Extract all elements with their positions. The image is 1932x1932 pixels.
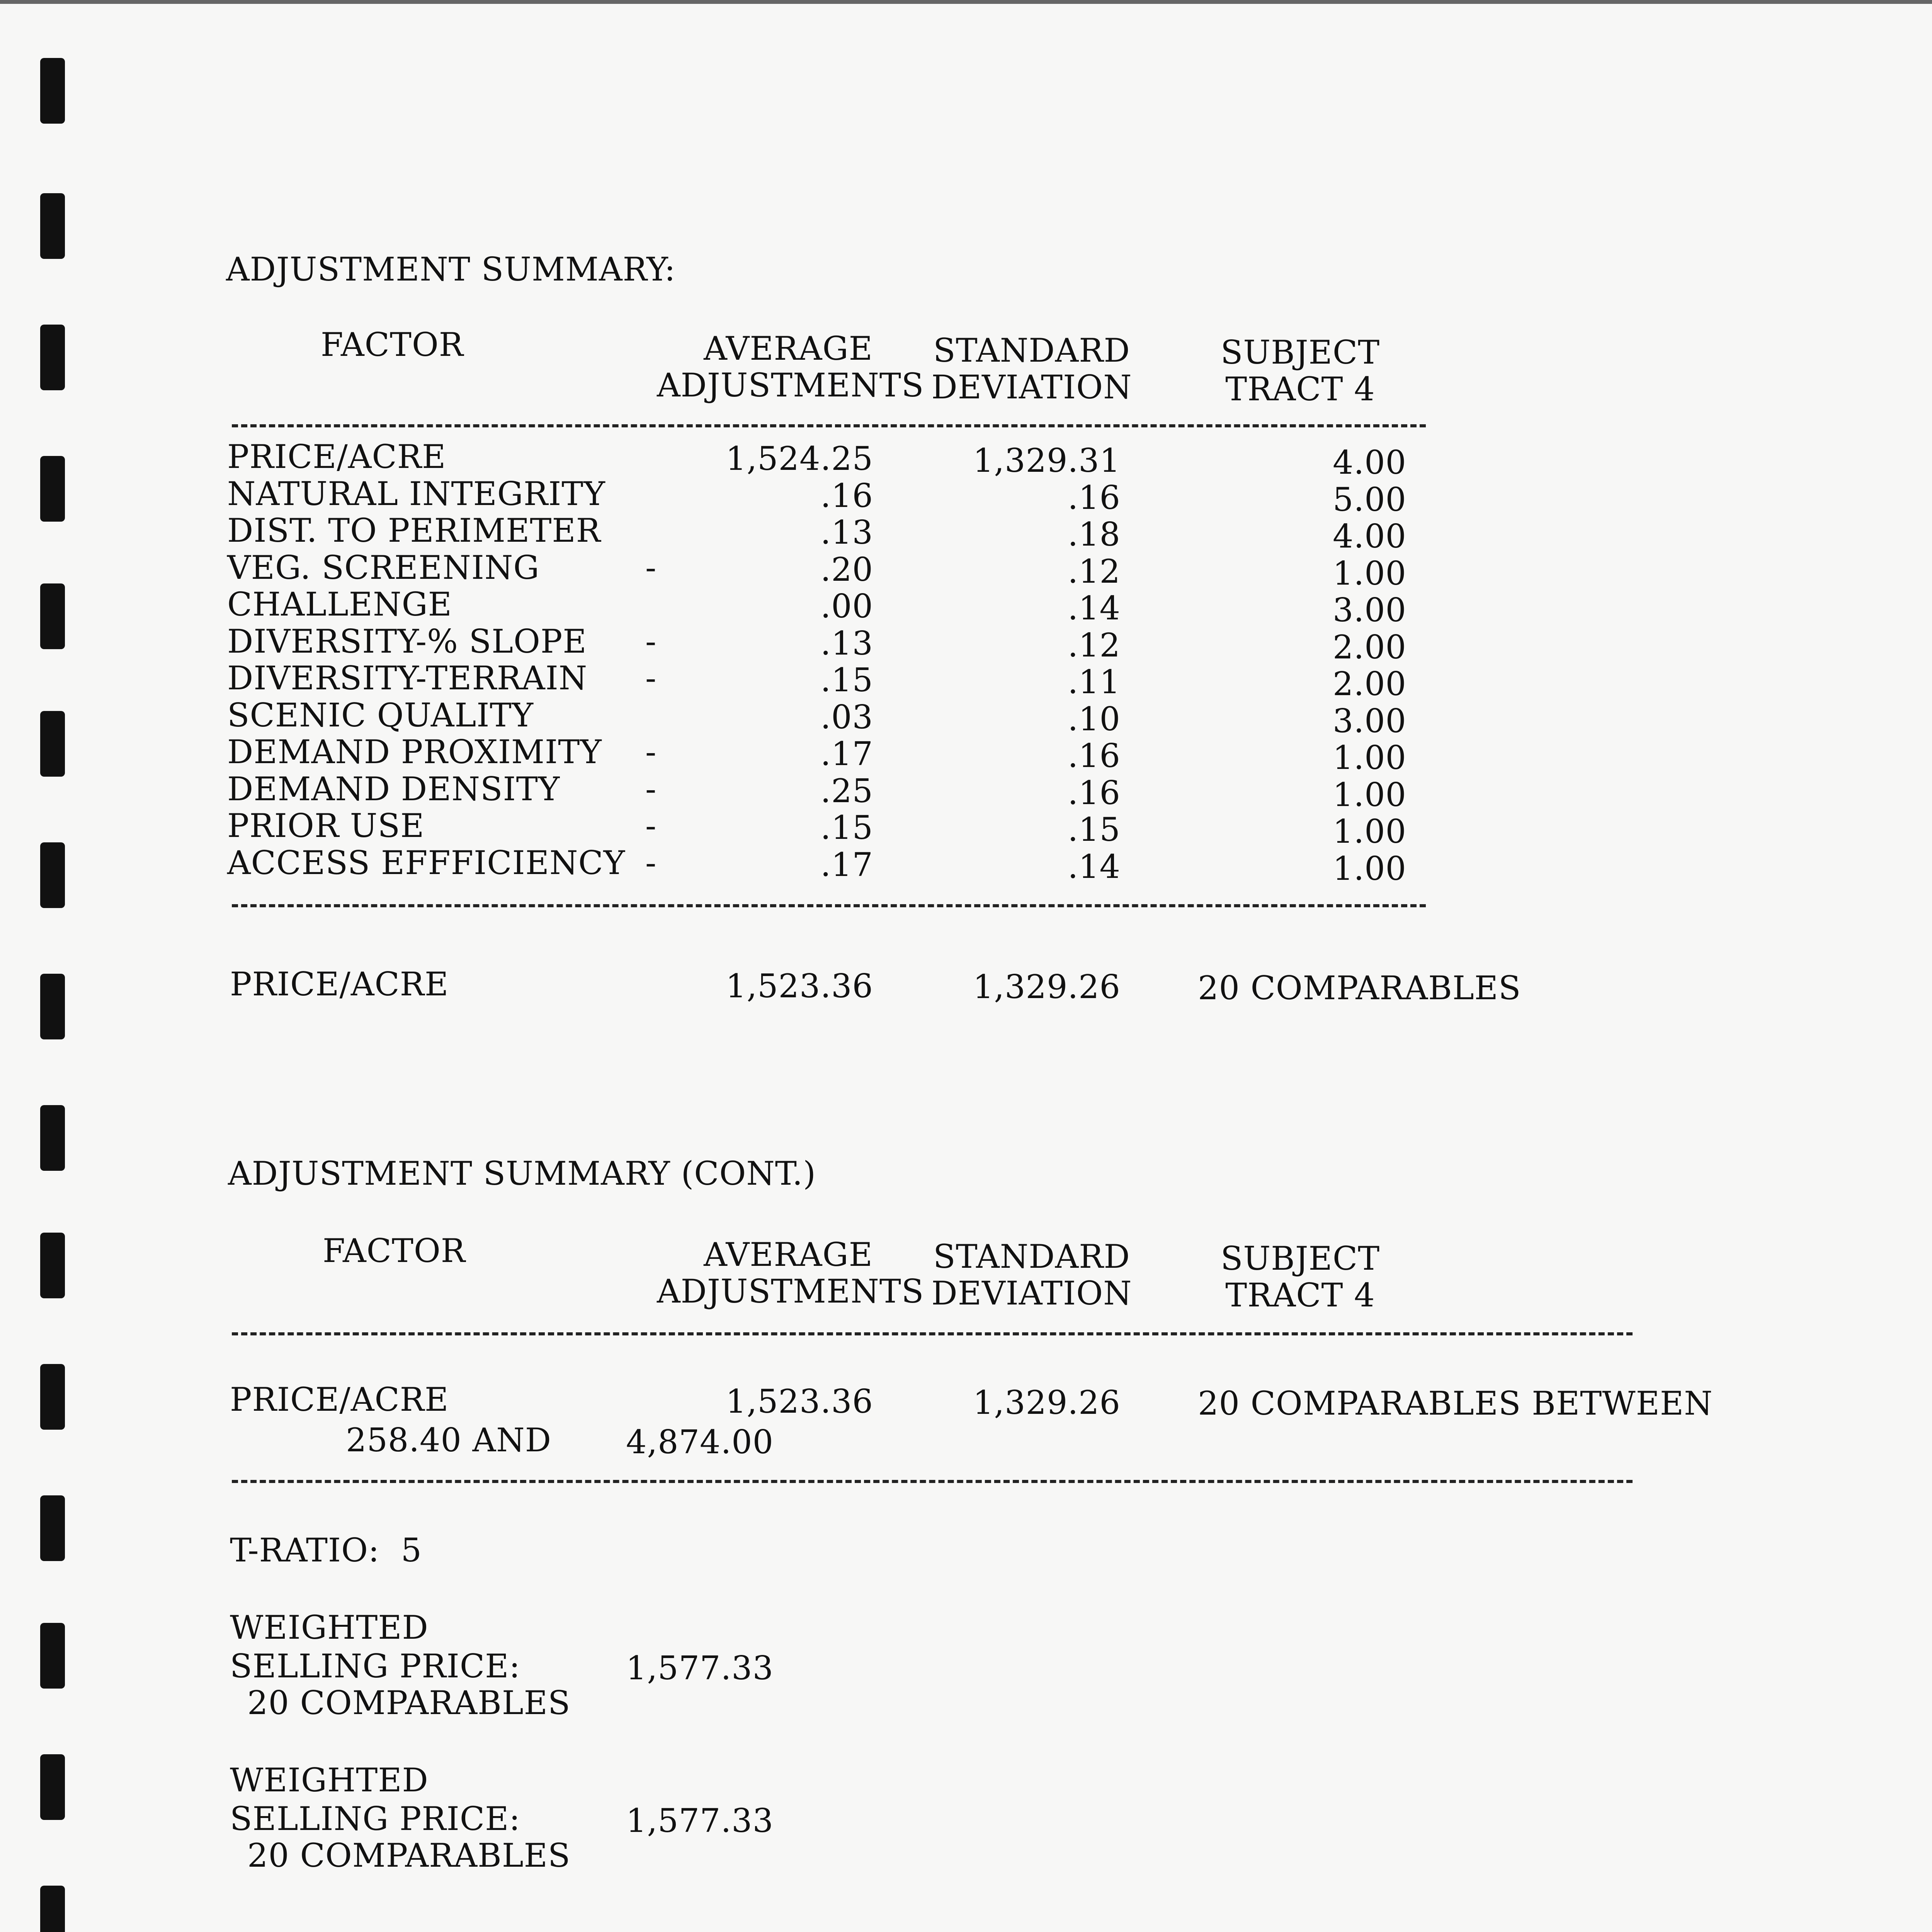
row-subject: 5.00 — [1332, 481, 1406, 519]
row-factor: ACCESS EFFFICIENCY — [227, 844, 626, 882]
weighted1-line2: SELLING PRICE: — [230, 1647, 520, 1685]
row-factor: VEG. SCREENING — [227, 549, 540, 587]
row-factor: PRICE/ACRE — [227, 438, 446, 476]
row-subject: 3.00 — [1332, 702, 1406, 740]
row-sign: - — [645, 770, 657, 808]
header2-avg-line1: AVERAGE — [704, 1236, 873, 1274]
header-std-line1: STANDARD — [933, 332, 1130, 369]
binder-hole — [40, 1886, 65, 1932]
row-std-deviation: .16 — [1068, 479, 1121, 517]
total-note: 20 COMPARABLES — [1198, 969, 1521, 1007]
binder-hole — [40, 1233, 65, 1298]
row-average: 1,524.25 — [725, 440, 873, 478]
weighted1-value: 1,577.33 — [626, 1649, 774, 1687]
row-average: .15 — [820, 809, 873, 847]
t-ratio: T-RATIO: 5 — [230, 1531, 422, 1569]
row-subject: 4.00 — [1332, 444, 1406, 481]
row-factor: NATURAL INTEGRITY — [227, 475, 605, 513]
header-avg-line1: AVERAGE — [704, 330, 873, 367]
row2-range-high: 4,874.00 — [626, 1423, 774, 1461]
row-sign: - — [645, 807, 657, 845]
binder-hole — [40, 58, 65, 124]
row-sign: - — [645, 622, 657, 660]
binder-hole — [40, 456, 65, 522]
row-std-deviation: .11 — [1068, 663, 1121, 701]
row-subject: 1.00 — [1332, 776, 1406, 814]
section1-title: ADJUSTMENT SUMMARY: — [226, 250, 676, 288]
row-std-deviation: .16 — [1068, 737, 1121, 775]
row-factor: DEMAND DENSITY — [227, 770, 560, 808]
row-average: .13 — [820, 514, 873, 551]
dashed-rule — [232, 1332, 1633, 1335]
weighted1-line1: WEIGHTED — [230, 1609, 429, 1646]
row-average: .17 — [820, 846, 873, 884]
row-std-deviation: .12 — [1068, 553, 1121, 590]
total-avg: 1,523.36 — [725, 967, 873, 1005]
header2-factor: FACTOR — [323, 1232, 466, 1270]
row-subject: 2.00 — [1332, 628, 1406, 666]
row-subject: 4.00 — [1332, 517, 1406, 555]
header-avg-line2: ADJUSTMENTS — [657, 366, 924, 404]
row-average: .00 — [820, 587, 873, 625]
row-std-deviation: .14 — [1068, 589, 1121, 627]
header2-avg-line2: ADJUSTMENTS — [657, 1272, 924, 1310]
binder-hole — [40, 842, 65, 908]
weighted1-line3: 20 COMPARABLES — [247, 1684, 571, 1722]
row-factor: DEMAND PROXIMITY — [227, 733, 602, 771]
row-subject: 1.00 — [1332, 813, 1406, 850]
row-factor: PRIOR USE — [227, 807, 425, 845]
dashed-rule — [232, 1480, 1633, 1483]
header-factor: FACTOR — [321, 326, 464, 364]
row-average: .03 — [820, 698, 873, 736]
header-subject-line1: SUBJECT — [1220, 333, 1380, 371]
row-sign: - — [645, 549, 657, 587]
header-std-line2: DEVIATION — [931, 368, 1132, 406]
dashed-rule — [232, 424, 1426, 427]
header2-subject-line2: TRACT 4 — [1225, 1276, 1375, 1314]
row-std-deviation: .15 — [1068, 811, 1121, 849]
weighted2-line1: WEIGHTED — [230, 1761, 429, 1799]
header2-subject-line1: SUBJECT — [1220, 1240, 1380, 1277]
row-std-deviation: .10 — [1068, 700, 1121, 738]
row-std-deviation: .12 — [1068, 626, 1121, 664]
row-std-deviation: .18 — [1068, 515, 1121, 553]
binder-hole — [40, 1623, 65, 1689]
weighted2-line2: SELLING PRICE: — [230, 1800, 520, 1838]
total-std: 1,329.26 — [973, 968, 1121, 1006]
row-average: .17 — [820, 735, 873, 773]
binder-hole — [40, 1495, 65, 1561]
row-factor: DIVERSITY-TERRAIN — [227, 659, 588, 697]
binder-hole — [40, 1364, 65, 1430]
binder-hole — [40, 1754, 65, 1820]
row-factor: DIVERSITY-% SLOPE — [227, 622, 587, 660]
row2-std: 1,329.26 — [973, 1384, 1121, 1422]
dashed-rule — [232, 904, 1426, 907]
binder-hole — [40, 974, 65, 1039]
row2-note: 20 COMPARABLES BETWEEN — [1198, 1384, 1713, 1422]
row-subject: 2.00 — [1332, 665, 1406, 703]
row-sign: - — [645, 733, 657, 771]
row-average: .13 — [820, 624, 873, 662]
section2-title: ADJUSTMENT SUMMARY (CONT.) — [228, 1155, 816, 1192]
weighted2-value: 1,577.33 — [626, 1802, 774, 1840]
row-factor: CHALLENGE — [227, 585, 452, 623]
row-std-deviation: 1,329.31 — [973, 442, 1121, 480]
row-average: .25 — [820, 772, 873, 810]
header-subject-line2: TRACT 4 — [1225, 370, 1375, 408]
row-std-deviation: .16 — [1068, 774, 1121, 812]
row-subject: 1.00 — [1332, 850, 1406, 888]
page-top-edge — [0, 0, 1932, 4]
row2-avg: 1,523.36 — [725, 1383, 873, 1420]
binder-hole — [40, 583, 65, 649]
row2-factor: PRICE/ACRE — [230, 1381, 449, 1418]
total-factor: PRICE/ACRE — [230, 965, 449, 1003]
row-factor: DIST. TO PERIMETER — [227, 512, 601, 549]
binder-hole — [40, 1105, 65, 1171]
row-average: .16 — [820, 477, 873, 515]
binder-hole — [40, 325, 65, 390]
weighted2-line3: 20 COMPARABLES — [247, 1837, 571, 1874]
row-sign: - — [645, 844, 657, 882]
binder-hole — [40, 193, 65, 259]
row-sign: - — [645, 659, 657, 697]
header2-std-line1: STANDARD — [933, 1238, 1130, 1276]
row-average: .15 — [820, 661, 873, 699]
row2-range-low: 258.40 AND — [346, 1421, 552, 1459]
row-subject: 1.00 — [1332, 739, 1406, 777]
row-average: .20 — [820, 551, 873, 588]
header2-std-line2: DEVIATION — [931, 1274, 1132, 1312]
row-subject: 3.00 — [1332, 591, 1406, 629]
row-factor: SCENIC QUALITY — [227, 696, 534, 734]
row-subject: 1.00 — [1332, 554, 1406, 592]
row-std-deviation: .14 — [1068, 848, 1121, 886]
binder-hole — [40, 711, 65, 777]
